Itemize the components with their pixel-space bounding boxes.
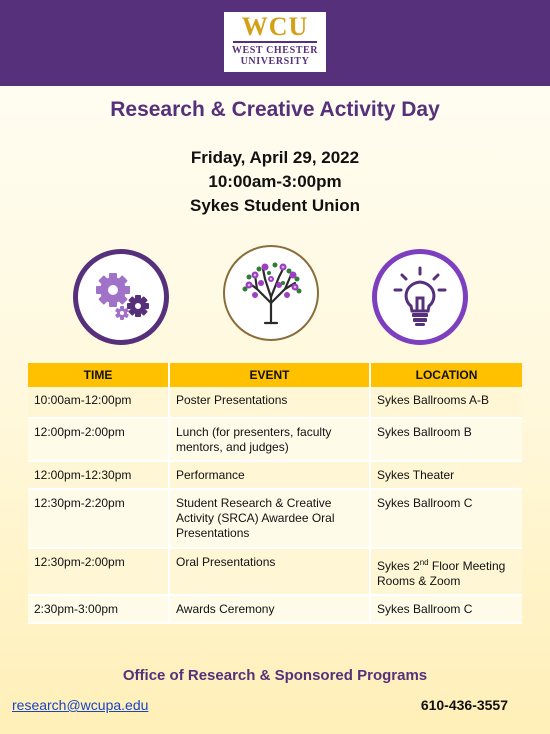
cell-event: Poster Presentations xyxy=(169,387,370,418)
cell-location xyxy=(370,548,522,595)
cell-event: Lunch (for presenters, faculty mentors, and judges) xyxy=(169,418,370,461)
cell-location: Sykes Theater xyxy=(370,461,522,489)
schedule-table xyxy=(28,363,522,624)
event-venue: Sykes Student Union xyxy=(189,196,361,215)
col-header-time: TIME xyxy=(28,363,169,387)
gears-icon xyxy=(73,249,169,345)
location-text-pre: Sykes 2 xyxy=(377,559,420,573)
tree-icon xyxy=(223,245,319,341)
event-time: 10:00am-3:00pm xyxy=(208,172,342,191)
cell-event: Student Research & Creative Activity (SRCA) Awardee Oral Presentations xyxy=(169,489,370,548)
cell-event: Performance xyxy=(169,461,370,489)
lightbulb-icon xyxy=(372,249,468,345)
logo-line-2: UNIVERSITY xyxy=(240,56,310,67)
page-title: Research & Creative Activity Day xyxy=(110,98,440,121)
table-row xyxy=(28,548,522,595)
logo-line-1: WEST CHESTER xyxy=(231,45,319,56)
cell-event: Awards Ceremony xyxy=(169,595,370,623)
cell-time: 12:00pm-12:30pm xyxy=(28,461,169,489)
cell-time: 10:00am-12:00pm xyxy=(28,387,169,418)
table-row xyxy=(28,595,522,623)
logo-divider xyxy=(233,41,317,43)
wcu-logo xyxy=(224,12,326,72)
location-ordinal-suffix: nd xyxy=(419,558,429,567)
cell-time: 2:30pm-3:00pm xyxy=(28,595,169,623)
col-header-event: EVENT xyxy=(169,363,370,387)
table-row xyxy=(28,418,522,461)
email-link[interactable]: research@wcupa.edu xyxy=(12,697,149,713)
cell-location: Sykes Ballroom C xyxy=(370,595,522,623)
cell-location: Sykes Ballrooms A-B xyxy=(370,387,522,418)
phone-number: 610-436-3557 xyxy=(420,697,508,713)
cell-time: 12:30pm-2:00pm xyxy=(28,548,169,595)
col-header-location: LOCATION xyxy=(370,363,522,387)
header-bar xyxy=(0,0,550,86)
cell-location: Sykes Ballroom C xyxy=(370,489,522,548)
table-header-row xyxy=(28,363,522,387)
location-text-post: Floor Meeting Rooms & Zoom xyxy=(377,559,506,588)
logo-mark: WCU xyxy=(241,12,309,41)
cell-time: 12:00pm-2:00pm xyxy=(28,418,169,461)
cell-location: Sykes Ballroom B xyxy=(370,418,522,461)
table-row xyxy=(28,489,522,548)
table-row xyxy=(28,461,522,489)
cell-time: 12:30pm-2:20pm xyxy=(28,489,169,548)
cell-event: Oral Presentations xyxy=(169,548,370,595)
table-row xyxy=(28,387,522,418)
office-name: Office of Research & Sponsored Programs xyxy=(122,667,428,684)
event-date: Friday, April 29, 2022 xyxy=(190,148,360,167)
